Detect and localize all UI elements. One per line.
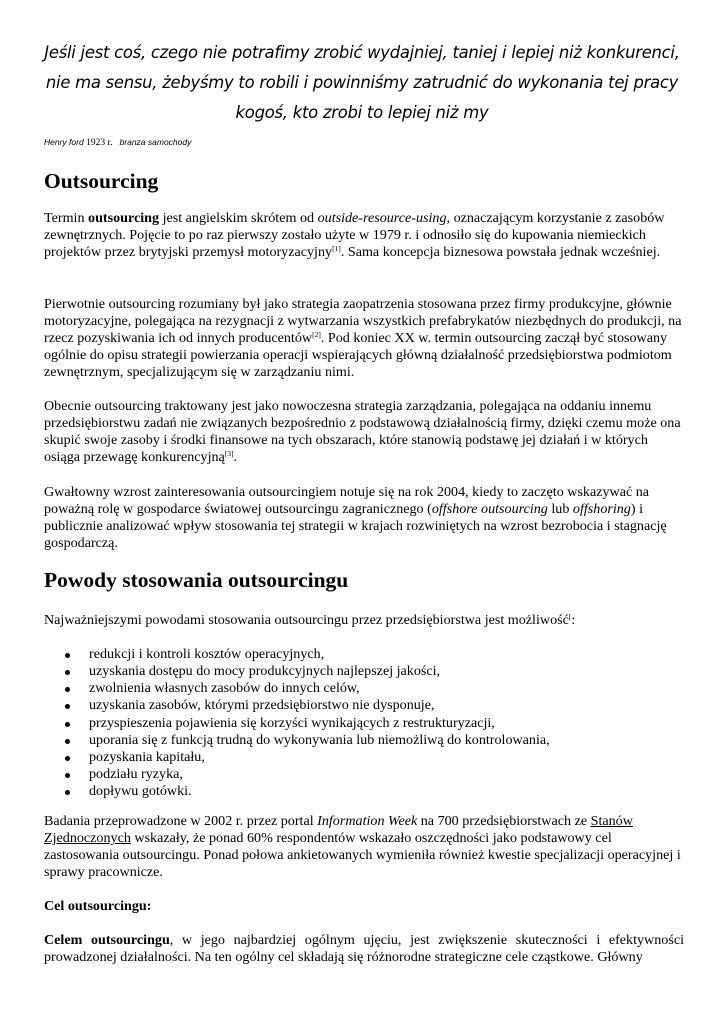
quote-attribution [44, 137, 191, 148]
list-item: podziału ryzyka, [44, 766, 550, 783]
list-item: przyspieszenia pojawienia się korzyści wynikających z restrukturyzacji, [44, 715, 550, 732]
paragraph-reasons-intro: Najważniejszymi powodami stosowania outsourcingu przez przedsiębiorstwa jest możliwość[: [44, 612, 576, 628]
paragraph-growth: Gwałtowny wzrost zainteresowania outsourcingiem notuje się na rok 2004, kiedy to zaczęto wskazywać na poważną rolę w gospodarce światowej outsourcingu zagranicznego (offshore outsourcing lub offshoring) i publicznie analizować wpływ stosowania tej strategii w krajach rozwiniętych na wzrost bezrobocia i stagnację gospodarczą. [44, 484, 667, 552]
subheading-goal: Cel outsourcingu: [44, 898, 152, 914]
attribution-year: 1923 r. [86, 138, 113, 148]
section-heading-reasons: Powody stosowania outsourcingu [44, 568, 349, 592]
paragraph-study: Badania przeprowadzone w 2002 r. przez portal Information Week na 700 przedsiębiorstwach ze Stanów Zjednoczonych wskazały, że ponad 60% respondentów wskazało oszczędności jako podstawowy cel zastosowania outsourcingu. Ponad połowa ankietowanych wymieniła również kwestie specjalizacji operacyjnej i sprawy pracownicze. [44, 813, 681, 881]
bullet-icon [65, 739, 70, 744]
term-offshoring: offshoring [572, 501, 631, 518]
paragraph-definition: Termin outsourcing jest angielskim skrótem od outside-resource-using, oznaczającym korzystanie z zasobów zewnętrznych. Pojęcie to po raz pierwszy zostało użyte w 1979 r. i odnosiło się do kupowania niemieckich projektów przez brytyjski przemysł motoryzacyjny[1]. Sama koncepcja biznesowa powstała jednak wcześniej. [44, 210, 665, 261]
bullet-icon [65, 773, 70, 778]
goal-lead: Celem outsourcingu [44, 932, 170, 948]
link-stany-zjednoczone[interactable]: Stanów Zjednoczonych [44, 813, 633, 847]
bullet-icon [65, 687, 70, 692]
list-item: redukcji i kontroli kosztów operacyjnych, [44, 646, 550, 663]
paragraph-goal: Celem outsourcingu, w jego najbardziej ogólnym ujęciu, jest zwiększenie skuteczności i efektywności prowadzonej działalności. Na ten ogólny cel składają się różnorodne strategiczne cele cząstkowe. Główny [44, 932, 684, 966]
bullet-icon [65, 670, 70, 675]
bullet-icon [65, 704, 70, 709]
footnote-ref[interactable]: [ [568, 612, 572, 621]
term-outsourcing: outsourcing [88, 210, 160, 226]
quote-line: Jeśli jest coś, czego nie potrafimy zrobić wydajniej, taniej i lepiej niż konkurenci, [44, 43, 680, 62]
reasons-list [44, 646, 550, 800]
section-heading-outsourcing: Outsourcing [44, 169, 159, 193]
footnote-ref[interactable]: [1] [332, 244, 341, 254]
attribution-industry: branza samochody [119, 137, 192, 147]
footnote-ref[interactable]: [3] [224, 449, 234, 459]
bullet-icon [65, 653, 70, 658]
list-item: dopływu gotówki. [44, 783, 550, 800]
list-item: zwolnienia własnych zasobów do innych celów, [44, 680, 550, 697]
bullet-icon [65, 790, 70, 795]
attribution-author: Henry ford [44, 137, 84, 147]
paragraph-history: Pierwotnie outsourcing rozumiany był jako strategia zaopatrzenia stosowana przez firmy produkcyjne, głównie motoryzacyjne, polegająca na rezygnacji z wytwarzania wszystkich prefabrykatów niezbędnych do produkcji, na rzecz pozyskiwania ich od innych producentów[2]. Pod koniec XX w. termin outsourcing zaczął być stosowany ogólnie do opisu strategii powierzania operacji wspierających główną działalność przedsiębiorstwa podmiotom zewnętrznym, specjalizującym się w zarządzaniu nimi. [44, 296, 682, 381]
term-offshore-outsourcing: offshore outsourcing [431, 501, 548, 518]
bullet-icon [65, 722, 70, 727]
quote-line: kogoś, kto zrobi to lepiej niż my [235, 103, 489, 122]
footnote-ref[interactable]: [2] [312, 330, 321, 340]
source-information-week: Information Week [317, 813, 418, 829]
epigraph-quote [40, 38, 684, 128]
paragraph-modern: Obecnie outsourcing traktowany jest jako nowoczesna strategia zarządzania, polegająca na oddaniu innemu przedsiębiorstwu zadań nie związanych bezpośrednio z podstawową działalnością firmy, dzięki czemu może ona skupić swoje zasoby i środki finansowe na tych obszarach, które stanowią podstawę jej działań i w których osiąga przewagę konkurencyjną[3]. [44, 398, 681, 466]
list-item: pozyskania kapitału, [44, 749, 550, 766]
list-item: uzyskania dostępu do mocy produkcyjnych najlepszej jakości, [44, 663, 550, 680]
list-item: uporania się z funkcją trudną do wykonywania lub niemożliwą do kontrolowania, [44, 732, 550, 749]
quote-line: nie ma sensu, żebyśmy to robili i powinniśmy zatrudnić do wykonania tej pracy [45, 73, 679, 92]
term-origin: outside-resource-using [317, 210, 447, 226]
bullet-icon [65, 756, 70, 761]
list-item: uzyskania zasobów, którymi przedsiębiorstwo nie dysponuje, [44, 697, 550, 714]
